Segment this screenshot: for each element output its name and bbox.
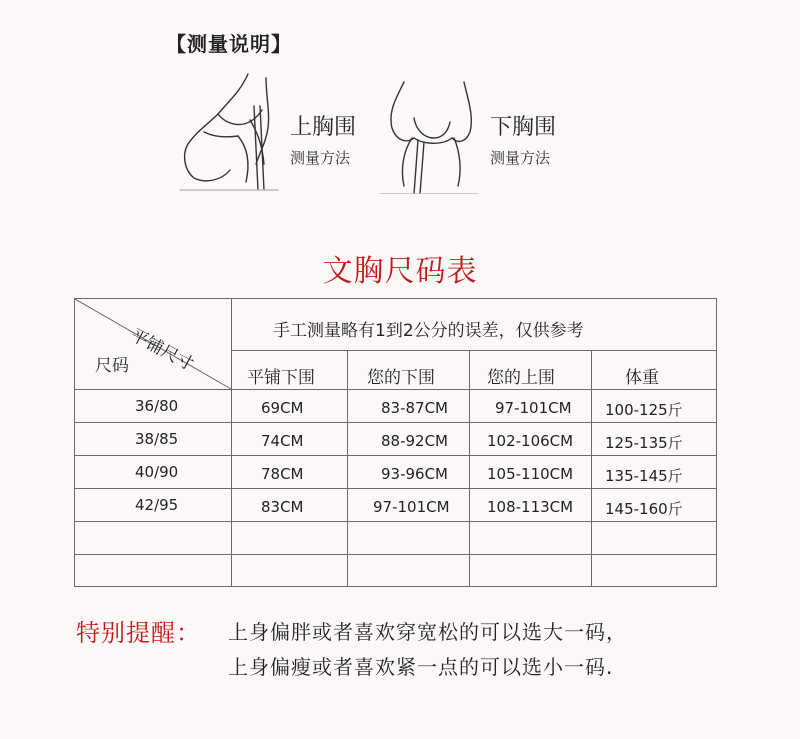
table-divider <box>75 488 716 489</box>
table-cell: 78CM <box>261 465 304 483</box>
upper-bust-label <box>290 110 356 168</box>
table-cell: 93-96CM <box>381 465 449 483</box>
table-cell: 74CM <box>261 432 304 450</box>
table-cell: 88-92CM <box>381 432 449 450</box>
table-cell: 69CM <box>261 399 304 417</box>
under-bust-title: 下胸围 <box>490 115 557 140</box>
table-cell: 105-110CM <box>487 465 574 483</box>
under-bust-illustration <box>374 78 482 194</box>
table-cell: 83-87CM <box>381 399 449 417</box>
column-header: 平铺下围 <box>247 368 315 388</box>
size-table <box>74 298 717 587</box>
upper-bust-illustration <box>178 72 286 192</box>
table-divider <box>75 521 716 522</box>
corner-header-bottom: 尺码 <box>95 356 129 376</box>
table-cell: 100-125斤 <box>605 401 683 419</box>
table-cell: 145-160斤 <box>605 500 683 518</box>
table-cell: 102-106CM <box>487 432 574 450</box>
table-cell: 135-145斤 <box>605 467 683 485</box>
table-note: 手工测量略有1到2公分的误差，仅供参考 <box>273 321 584 341</box>
table-divider <box>75 422 716 423</box>
table-divider <box>231 350 716 351</box>
under-bust-subtitle: 测量方法 <box>490 149 551 167</box>
column-header: 体重 <box>625 368 659 388</box>
table-cell: 83CM <box>261 498 304 516</box>
size-cell: 38/85 <box>135 430 179 448</box>
reminder-title: 特别提醒： <box>76 619 201 647</box>
size-cell: 42/95 <box>135 496 179 514</box>
upper-bust-title: 上胸围 <box>290 115 357 140</box>
table-divider <box>591 350 592 586</box>
size-cell: 36/80 <box>135 397 179 415</box>
table-cell: 125-135斤 <box>605 434 683 452</box>
table-cell: 97-101CM <box>495 399 572 417</box>
chart-title: 文胸尺码表 <box>322 254 478 289</box>
upper-bust-subtitle: 测量方法 <box>290 149 351 167</box>
column-header: 您的下围 <box>367 368 435 388</box>
reminder-line: 上身偏胖或者喜欢穿宽松的可以选大一码， <box>228 620 627 644</box>
reminder-line: 上身偏瘦或者喜欢紧一点的可以选小一码. <box>228 655 614 679</box>
table-cell: 97-101CM <box>373 498 450 516</box>
size-cell: 40/90 <box>135 463 179 481</box>
table-divider <box>469 350 470 586</box>
table-cell: 108-113CM <box>487 498 574 516</box>
column-header: 您的上围 <box>487 368 555 388</box>
table-divider <box>347 350 348 586</box>
table-divider <box>75 554 716 555</box>
section-title: 【测量说明】 <box>166 32 292 56</box>
under-bust-label <box>490 110 556 168</box>
corner-header-top: 平铺尺寸 <box>127 325 197 375</box>
table-divider <box>75 455 716 456</box>
